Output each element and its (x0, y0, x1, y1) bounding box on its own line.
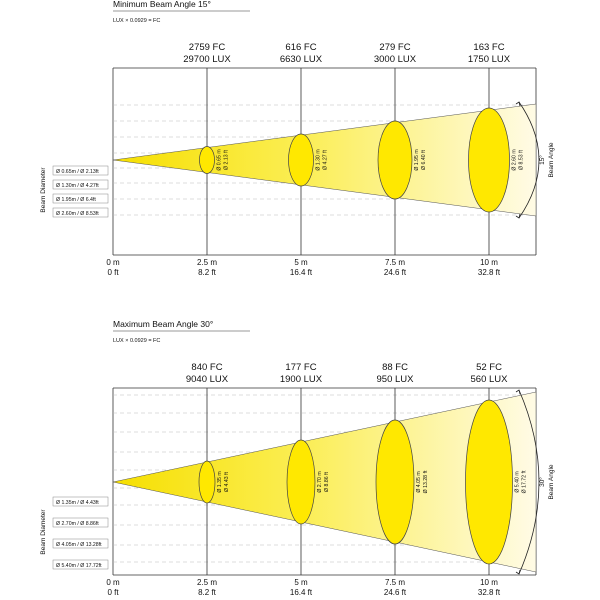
legend-item: Ø 1.35m / Ø 4.43ft (56, 500, 99, 506)
beam-ellipse (287, 440, 315, 524)
angle-value: 30° (539, 477, 546, 487)
diameter-ft-label: Ø 6.40 ft (421, 150, 427, 170)
fc-label: 163 FC (473, 42, 505, 53)
distance-ft-label: 0 ft (107, 268, 119, 277)
beam-ellipse (199, 461, 215, 503)
legend-item: Ø 5.40m / Ø 17.72ft (56, 563, 102, 569)
beam-diagram-max (40, 319, 555, 597)
diameter-ft-label: Ø 8.53 ft (518, 150, 525, 170)
lux-label: 560 LUX (470, 374, 508, 385)
legend-item: Ø 1.95m / Ø 6.4ft (56, 197, 96, 203)
distance-ft-label: 8.2 ft (198, 588, 216, 597)
diameter-ft-label: Ø 4.27 ft (322, 150, 329, 170)
diameter-ft-label: Ø 4.43 ft (224, 472, 230, 492)
angle-value: 15° (539, 155, 546, 165)
distance-m-label: 10 m (480, 578, 498, 587)
diameter-ft-label: Ø 17.72 ft (521, 470, 528, 494)
lux-label: 1750 LUX (467, 54, 511, 65)
beam-ellipse (289, 134, 314, 186)
beam-ellipse (466, 400, 513, 564)
fc-label: 840 FC (191, 362, 223, 373)
distance-ft-label: 0 ft (107, 588, 119, 597)
distance-m-label: 2.5 m (196, 578, 218, 587)
distance-ft-label: 8.2 ft (198, 268, 216, 277)
legend-item: Ø 1.30m / Ø 4.27ft (56, 183, 99, 189)
diameter-ft-label: Ø 8.86 ft (324, 472, 330, 492)
lux-label: 3000 LUX (373, 54, 417, 65)
lux-label: 9040 LUX (185, 374, 229, 385)
distance-m-label: 7.5 m (384, 258, 406, 267)
beam-diameter-label: Beam Diameter (40, 167, 47, 213)
distance-m-label: 5 m (294, 578, 308, 587)
distance-ft-label: 24.6 ft (383, 588, 407, 597)
legend-item: Ø 2.70m / Ø 8.86ft (56, 521, 99, 527)
conversion-formula: LUX × 0.0929 = FC (113, 18, 161, 24)
diameter-m-label: Ø 5.40 m (514, 471, 521, 493)
distance-ft-label: 24.6 ft (383, 268, 407, 277)
diagram-title: Minimum Beam Angle 15° (113, 0, 211, 9)
distance-ft-label: 32.8 ft (477, 588, 501, 597)
angle-label: Beam Angle (548, 464, 555, 500)
angle-label: Beam Angle (548, 142, 555, 178)
arrow-head-bottom (516, 570, 520, 574)
beam-ellipse (469, 108, 510, 212)
beam-diagram-min (40, 0, 555, 277)
legend-item: Ø 2.60m / Ø 8.53ft (56, 211, 99, 217)
diameter-m-label: Ø 4.05 m (416, 471, 422, 493)
fc-label: 616 FC (285, 42, 317, 53)
diameter-ft-label: Ø 13.28 ft (423, 470, 429, 494)
beam-ellipse (378, 121, 412, 199)
legend-item: Ø 0.65m / Ø 2.13ft (56, 169, 99, 175)
distance-ft-label: 16.4 ft (289, 268, 313, 277)
legend-item: Ø 4.05m / Ø 13.28ft (56, 542, 102, 548)
arrow-head-top (516, 390, 520, 394)
diameter-m-label: Ø 2.70 m (317, 471, 323, 493)
distance-m-label: 2.5 m (196, 258, 218, 267)
distance-ft-label: 16.4 ft (289, 588, 313, 597)
distance-ft-label: 32.8 ft (477, 268, 501, 277)
distance-m-label: 0 m (106, 258, 120, 267)
conversion-formula: LUX × 0.0929 = FC (113, 338, 161, 344)
lux-label: 29700 LUX (183, 54, 231, 65)
distance-m-label: 10 m (480, 258, 498, 267)
fc-label: 279 FC (379, 42, 411, 53)
lux-label: 6630 LUX (279, 54, 323, 65)
fc-label: 2759 FC (188, 42, 226, 53)
lux-label: 1900 LUX (279, 374, 323, 385)
fc-label: 88 FC (382, 362, 408, 373)
fc-label: 52 FC (476, 362, 502, 373)
diameter-m-label: Ø 2.60 m (511, 149, 518, 171)
diameter-m-label: Ø 1.30 m (315, 149, 322, 171)
diameter-m-label: Ø 0.65 m (216, 149, 223, 171)
diameter-m-label: Ø 1.95 m (414, 149, 420, 171)
distance-m-label: 5 m (294, 258, 308, 267)
arrow-head-bottom (516, 214, 520, 218)
distance-m-label: 0 m (106, 578, 120, 587)
diameter-m-label: Ø 1.35 m (217, 471, 223, 493)
arrow-head-top (516, 102, 520, 106)
beam-ellipse (376, 420, 414, 544)
lux-label: 950 LUX (376, 374, 414, 385)
fc-label: 177 FC (285, 362, 317, 373)
beam-diameter-label: Beam Diameter (40, 509, 47, 555)
beam-ellipse (200, 147, 215, 174)
diameter-ft-label: Ø 2.13 ft (223, 150, 230, 170)
diagram-title: Maximum Beam Angle 30° (113, 319, 214, 329)
distance-m-label: 7.5 m (384, 578, 406, 587)
